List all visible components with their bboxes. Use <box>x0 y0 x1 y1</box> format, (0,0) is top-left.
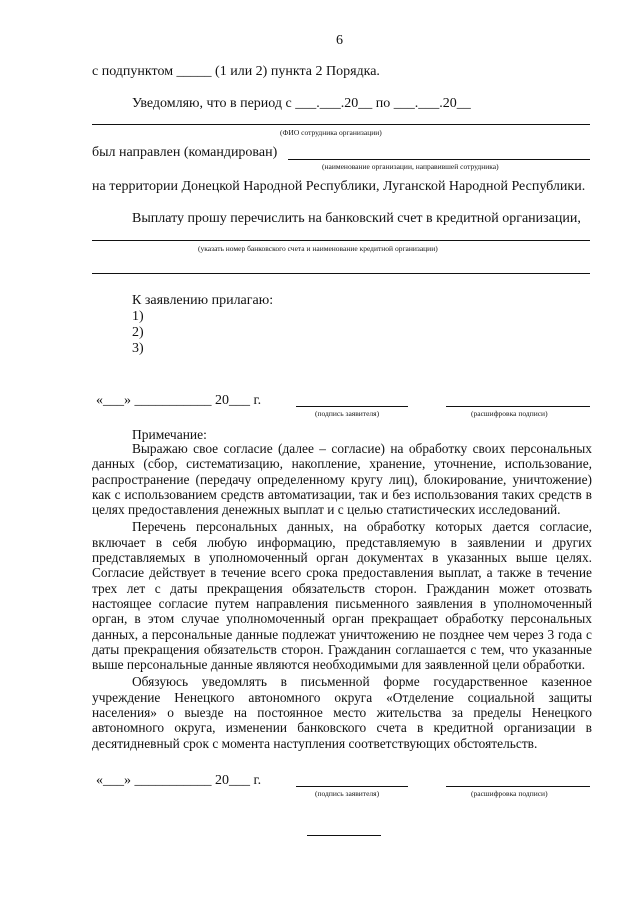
fio-caption: (ФИО сотрудника организации) <box>280 128 382 137</box>
consent-paragraph-2: Перечень персональных данных, на обработку которых дается согласие, включает в себя любую информацию, представляемую в заявлении и других представляемых в уполномоченный орган документах в указанных выше целях. Согласие действует в течение всего срока предоставления выплат, а также в течение трех лет с даты прекращения обязательств сторон. Гражданин может отозвать настоящее согласие путем направления письменного заявления в уполномоченный орган, в этом случае уполномоченный орган прекращает обработку персональных данных, а персональные данные подлежат уничтожению не позднее чем через 3 года с даты прекращения обязательств сторон. Гражданин соглашается с тем, что указанные выше персональные данные являются необходимыми для заявленной цели обработки. <box>92 519 592 673</box>
decode-caption-1: (расшифровка подписи) <box>471 409 548 418</box>
sign-blank-line-2 <box>296 786 408 787</box>
bank-blank-line-2 <box>92 273 590 274</box>
subpoint-line: с подпунктом _____ (1 или 2) пункта 2 Порядка. <box>92 64 380 79</box>
attach-title: К заявлению прилагаю: <box>132 293 274 308</box>
attach-item-2: 2) <box>132 325 144 340</box>
sign-caption-1: (подпись заявителя) <box>315 409 380 418</box>
consent-paragraph-3: Обязуюсь уведомлять в письменной форме государственное казенное учреждение Ненецкого автономного округа «Отделение социальной защиты населения» о выезде на постоянное место жительства за пределы Ненецкого автономного округа, изменении банковского счета в кредитной организации в десятидневный срок с момента наступления соответствующих обстоятельств. <box>92 674 592 751</box>
bank-blank-line <box>92 240 590 241</box>
note-title: Примечание: <box>132 427 207 442</box>
period-line: Уведомляю, что в период с ___.___.20__ по ___.___.20__ <box>132 96 471 111</box>
date-line-1: «___» ___________ 20___ г. <box>96 393 262 408</box>
org-caption: (наименование организации, направившей сотрудника) <box>322 162 499 171</box>
territory-line: на территории Донецкой Народной Республики, Луганской Народной Республики. <box>92 179 586 194</box>
org-blank-line <box>288 159 590 160</box>
end-divider <box>307 835 381 836</box>
payment-line: Выплату прошу перечислить на банковский счет в кредитной организации, <box>132 211 581 226</box>
decode-caption-2: (расшифровка подписи) <box>471 789 548 798</box>
attach-item-1: 1) <box>132 309 144 324</box>
date-line-2: «___» ___________ 20___ г. <box>96 773 262 788</box>
fio-blank-line <box>92 124 590 125</box>
consent-paragraph-1: Выражаю свое согласие (далее – согласие) на обработку своих персональных данных (сбор, систематизацию, накопление, хранение, уточнение, использование, распространение (передачу определенному кругу лиц), блокирование, уничтожение) как с использованием средств автоматизации, так и без использования таких средств в целях предоставления денежных выплат и с целью статистических исследований. <box>92 441 592 518</box>
decode-blank-line-1 <box>446 406 590 407</box>
consent-text <box>92 441 592 751</box>
sign-caption-2: (подпись заявителя) <box>315 789 380 798</box>
decode-blank-line-2 <box>446 786 590 787</box>
bank-caption: (указать номер банковского счета и наименование кредитной организации) <box>198 244 438 253</box>
attach-item-3: 3) <box>132 341 144 356</box>
page-number: 6 <box>336 33 343 48</box>
sign-blank-line-1 <box>296 406 408 407</box>
sent-label: был направлен (командирован) <box>92 145 278 160</box>
